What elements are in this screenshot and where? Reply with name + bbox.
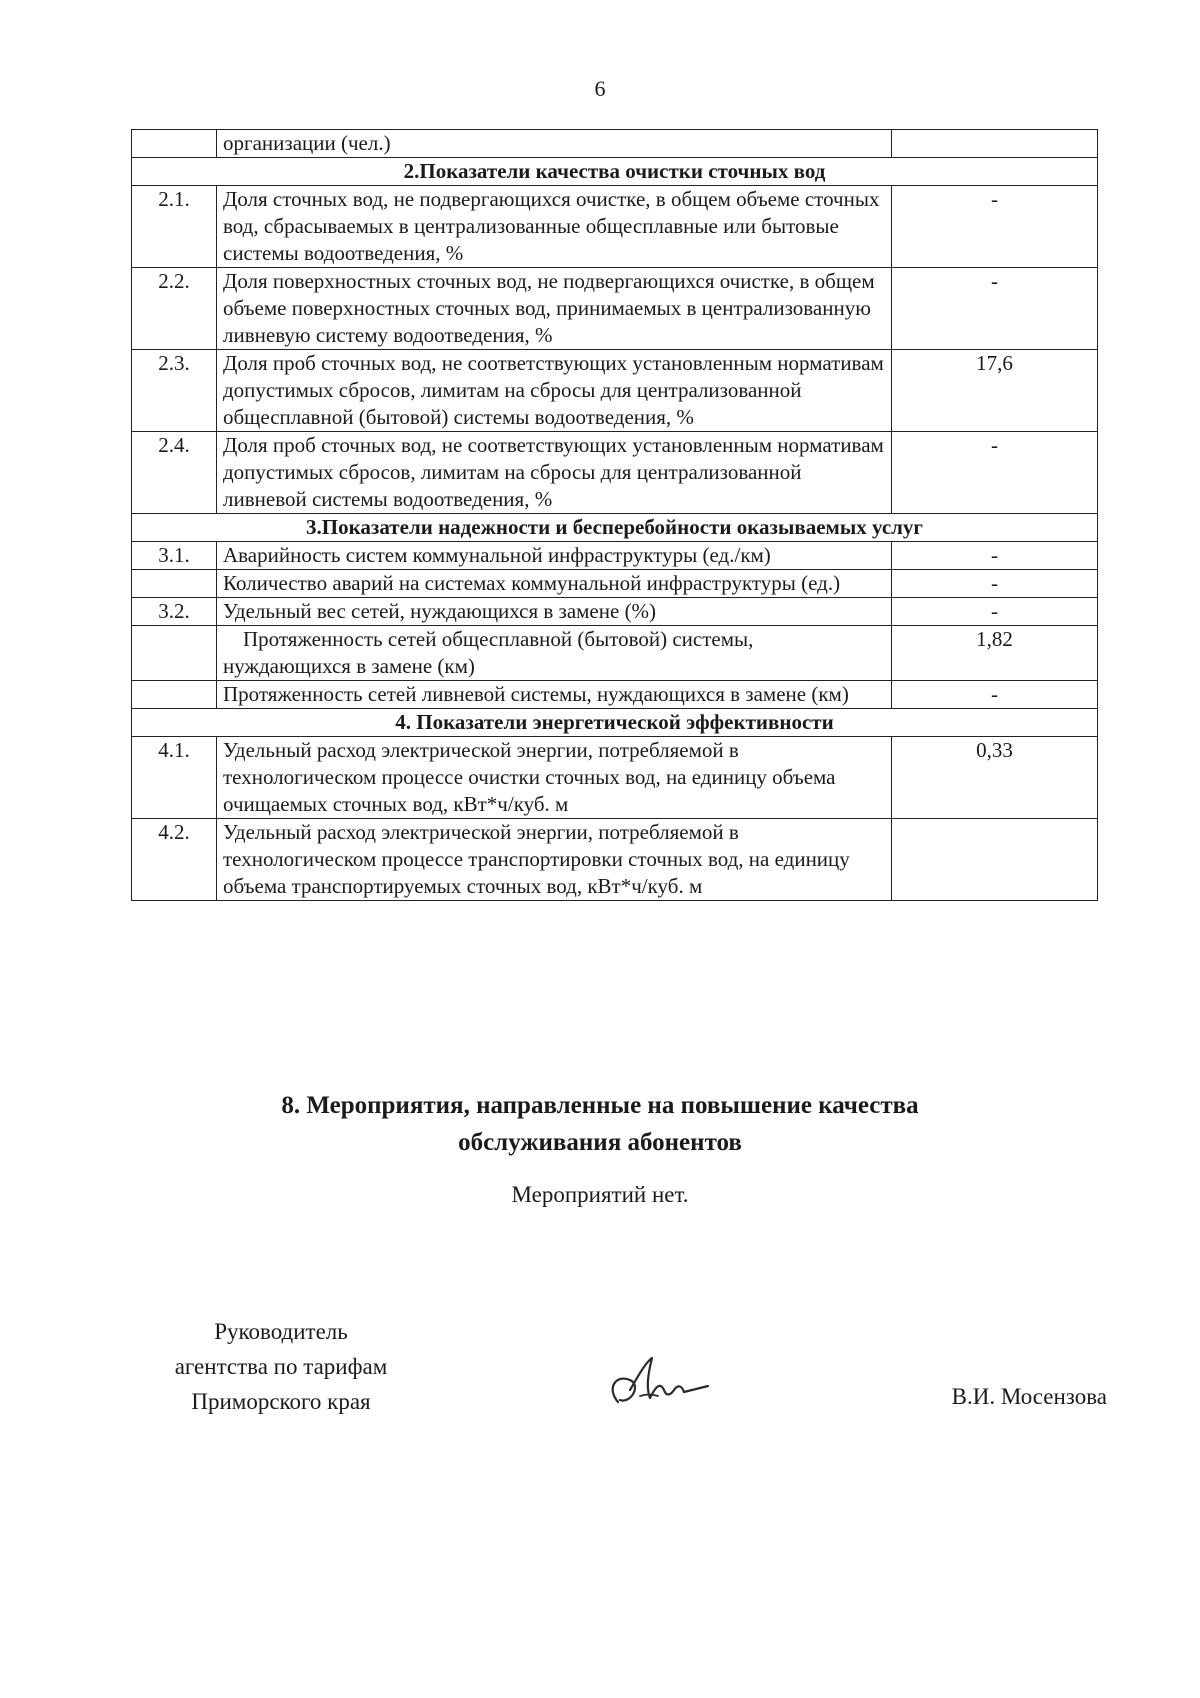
table-row xyxy=(132,542,1098,570)
indicator-value: - xyxy=(892,268,1098,350)
row-number: 2.2. xyxy=(132,268,217,350)
signer-name: В.И. Мосензова xyxy=(951,1384,1107,1409)
section-header-row xyxy=(132,709,1098,737)
indicator-name: Удельный расход электрической энергии, потребляемой в технологическом процессе очистки сточных вод, на единицу объема очищаемых сточных вод, кВт*ч/куб. м xyxy=(217,737,892,819)
table-row xyxy=(132,350,1098,432)
row-number: 4.2. xyxy=(132,819,217,901)
signer-position-line: Руководитель xyxy=(214,1319,348,1344)
table-row xyxy=(132,626,1098,681)
indicator-value: - xyxy=(892,598,1098,626)
indicator-value xyxy=(892,130,1098,158)
indicator-value: - xyxy=(892,542,1098,570)
indicator-name: Удельный расход электрической энергии, потребляемой в технологическом процессе транспортировки сточных вод, на единицу объема транспортируемых сточных вод, кВт*ч/куб. м xyxy=(217,819,892,901)
indicators-table xyxy=(131,129,1098,901)
table-row xyxy=(132,130,1098,158)
indicator-value: 17,6 xyxy=(892,350,1098,432)
indicator-name: Количество аварий на системах коммунальной инфраструктуры (ед.) xyxy=(217,570,892,598)
indicator-value: - xyxy=(892,432,1098,514)
indicator-value: 1,82 xyxy=(892,626,1098,681)
indicator-name: Доля проб сточных вод, не соответствующих установленным нормативам допустимых сбросов, лимитам на сбросы для централизованной общесплавной (бытовой) системы водоотведения, % xyxy=(217,350,892,432)
indicator-name: Удельный вес сетей, нуждающихся в замене (%) xyxy=(217,598,892,626)
section-title: 4. Показатели энергетической эффективности xyxy=(132,709,1098,737)
row-number: 2.4. xyxy=(132,432,217,514)
row-number: 3.1. xyxy=(132,542,217,570)
table-row xyxy=(132,681,1098,709)
indicator-name: Доля поверхностных сточных вод, не подвергающихся очистке, в общем объеме поверхностных сточных вод, принимаемых в централизованную ливневую систему водоотведения, % xyxy=(217,268,892,350)
section-header-row xyxy=(132,158,1098,186)
signer-position xyxy=(131,1314,431,1419)
table-row xyxy=(132,268,1098,350)
row-number xyxy=(132,681,217,709)
row-number xyxy=(132,626,217,681)
table-row xyxy=(132,737,1098,819)
table-row xyxy=(132,598,1098,626)
table-row xyxy=(132,819,1098,901)
row-number xyxy=(132,130,217,158)
indicator-value: - xyxy=(892,570,1098,598)
section-8-heading-line: 8. Мероприятия, направленные на повышение качества xyxy=(281,1092,919,1119)
section-8-heading-line: обслуживания абонентов xyxy=(458,1129,742,1156)
row-number xyxy=(132,570,217,598)
section-header-row xyxy=(132,514,1098,542)
table-row xyxy=(132,570,1098,598)
indicator-name: Аварийность систем коммунальной инфраструктуры (ед./км) xyxy=(217,542,892,570)
section-8-text: Мероприятий нет. xyxy=(511,1182,689,1207)
section-8-heading xyxy=(0,1087,1200,1161)
row-number: 4.1. xyxy=(132,737,217,819)
row-number: 2.1. xyxy=(132,186,217,268)
indicator-name: Протяженность сетей ливневой системы, нуждающихся в замене (км) xyxy=(217,681,892,709)
indicator-value: 0,33 xyxy=(892,737,1098,819)
indicator-name: Доля сточных вод, не подвергающихся очистке, в общем объеме сточных вод, сбрасываемых в централизованные общесплавные или бытовые системы водоотведения, % xyxy=(217,186,892,268)
indicator-name: Протяженность сетей общесплавной (бытовой) системы, нуждающихся в замене (км) xyxy=(217,626,892,681)
indicator-name: Доля проб сточных вод, не соответствующих установленным нормативам допустимых сбросов, лимитам на сбросы для централизованной ливневой системы водоотведения, % xyxy=(217,432,892,514)
row-number: 2.3. xyxy=(132,350,217,432)
indicator-value: - xyxy=(892,681,1098,709)
indicator-name: организации (чел.) xyxy=(217,130,892,158)
indicator-value: - xyxy=(892,186,1098,268)
table-row xyxy=(132,186,1098,268)
signer-position-line: Приморского края xyxy=(191,1389,371,1414)
table-row xyxy=(132,432,1098,514)
signer-position-line: агентства по тарифам xyxy=(174,1354,388,1379)
row-number: 3.2. xyxy=(132,598,217,626)
indicator-value xyxy=(892,819,1098,901)
section-title: 2.Показатели качества очистки сточных вод xyxy=(132,158,1098,186)
page-number: 6 xyxy=(594,76,606,101)
handwritten-signature xyxy=(600,1340,710,1420)
section-title: 3.Показатели надежности и бесперебойности оказываемых услуг xyxy=(132,514,1098,542)
